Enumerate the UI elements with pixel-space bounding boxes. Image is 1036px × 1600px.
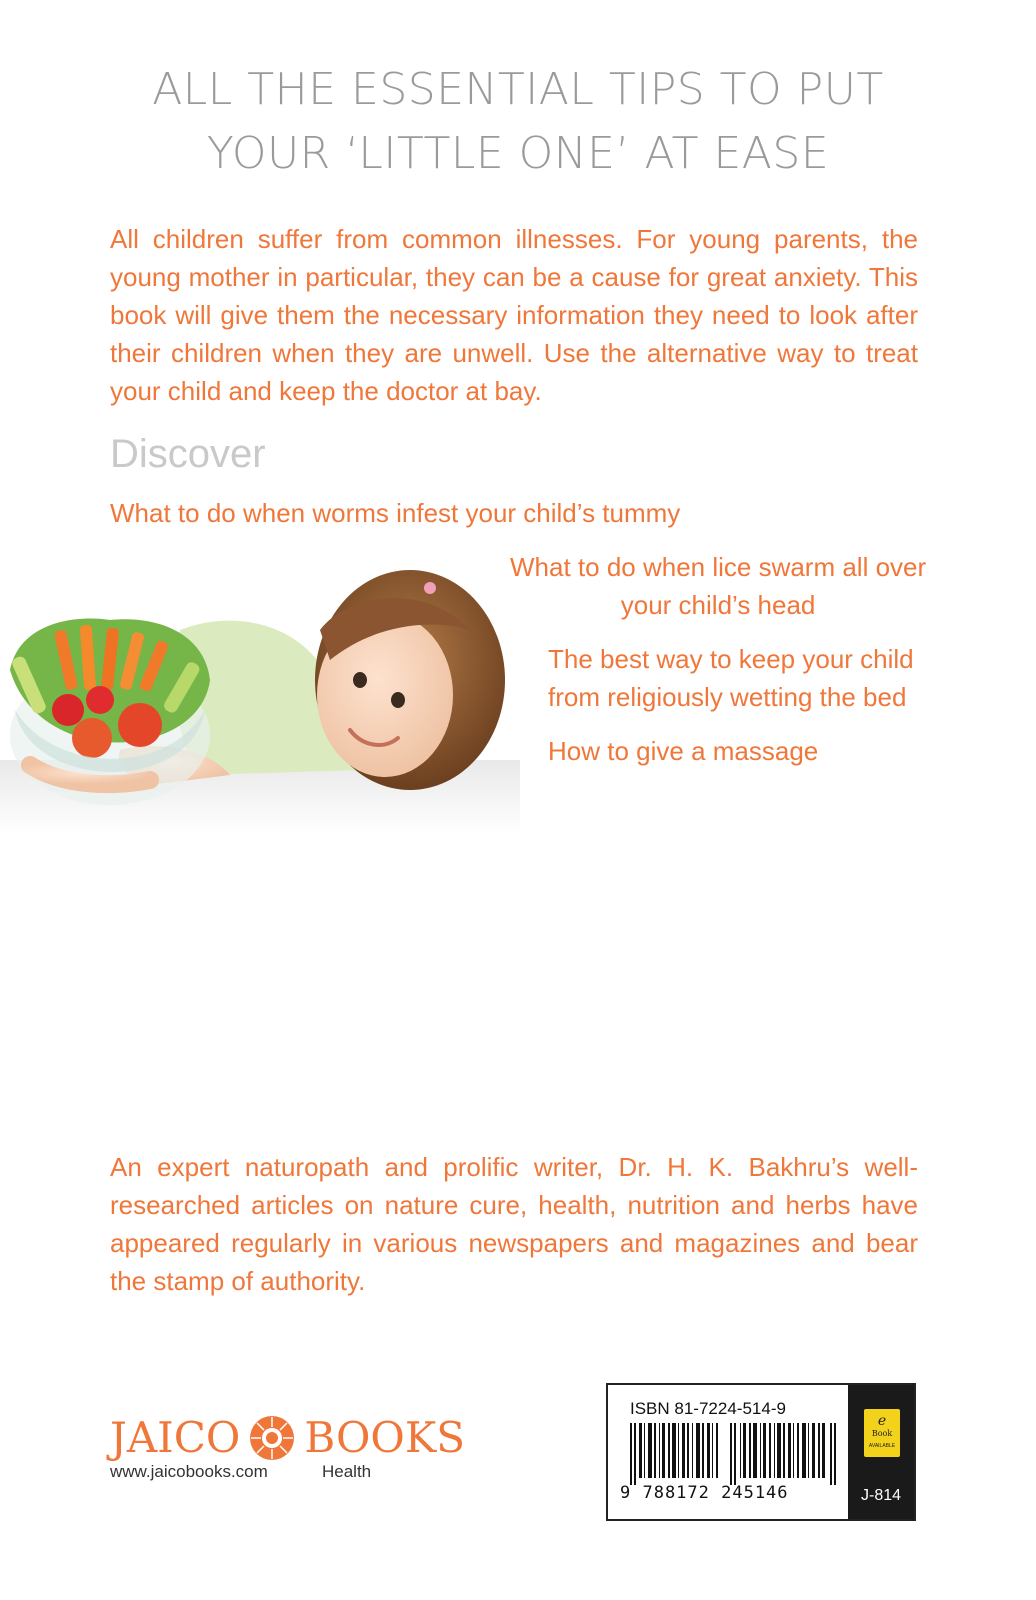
tip-massage: How to give a massage [548,736,819,766]
tip-bedwetting-line-1: The best way to keep your child [548,644,914,674]
tip-bedwetting-line-2: from religiously wetting the bed [548,682,907,712]
publisher-website: www.jaicobooks.com [110,1462,268,1481]
barcode-block [606,1383,916,1521]
intro-paragraph: All children suffer from common illnesses. For young parents, the young mother in particular, they can be a cause for great anxiety. This book will give them the necessary information they need to look after their children when they are unwell. Use the alternative way to treat your child and keep the doctor at bay. [110,224,918,406]
headline-line-2: YOUR ‘LITTLE ONE’ AT EASE [206,128,830,179]
ebook-e: e [877,1413,887,1429]
ebook-book: Book [871,1429,893,1438]
tip-bedwetting [548,640,914,716]
discover-heading: Discover [110,432,266,476]
publisher-name-right: BOOKS [304,1413,465,1462]
tip-lice-line-2: your child’s head [620,590,816,620]
book-category: Health [322,1462,372,1481]
tip-lice [510,548,926,624]
author-bio: An expert naturopath and prolific writer, Dr. H. K. Bakhru’s well-researched articles on nature cure, health, nutrition and herbs have appeared regularly in various newspapers and magazines and bear the stamp of authority. [110,1152,918,1296]
sun-logo-icon [248,1414,296,1462]
child-with-vegetables-photo [0,560,520,835]
catalog-code: J-814 [860,1487,902,1504]
barcode-bars [630,1423,836,1485]
ebook-available-icon [864,1409,900,1457]
isbn-label: ISBN 81-7224-514-9 [630,1399,786,1418]
ebook-available: AVAILABLE [868,1443,896,1449]
headline [0,58,1036,186]
publisher-name-left: JAICO [110,1413,241,1462]
headline-line-1: ALL THE ESSENTIAL TIPS TO PUT [152,64,884,115]
publisher-logo [110,1410,470,1470]
code-panel [848,1385,914,1519]
barcode-digits: 9 788172 245146 [620,1483,789,1503]
tip-lice-line-1: What to do when lice swarm all over [510,552,927,582]
tip-worms: What to do when worms infest your child’s tummy [110,498,681,528]
